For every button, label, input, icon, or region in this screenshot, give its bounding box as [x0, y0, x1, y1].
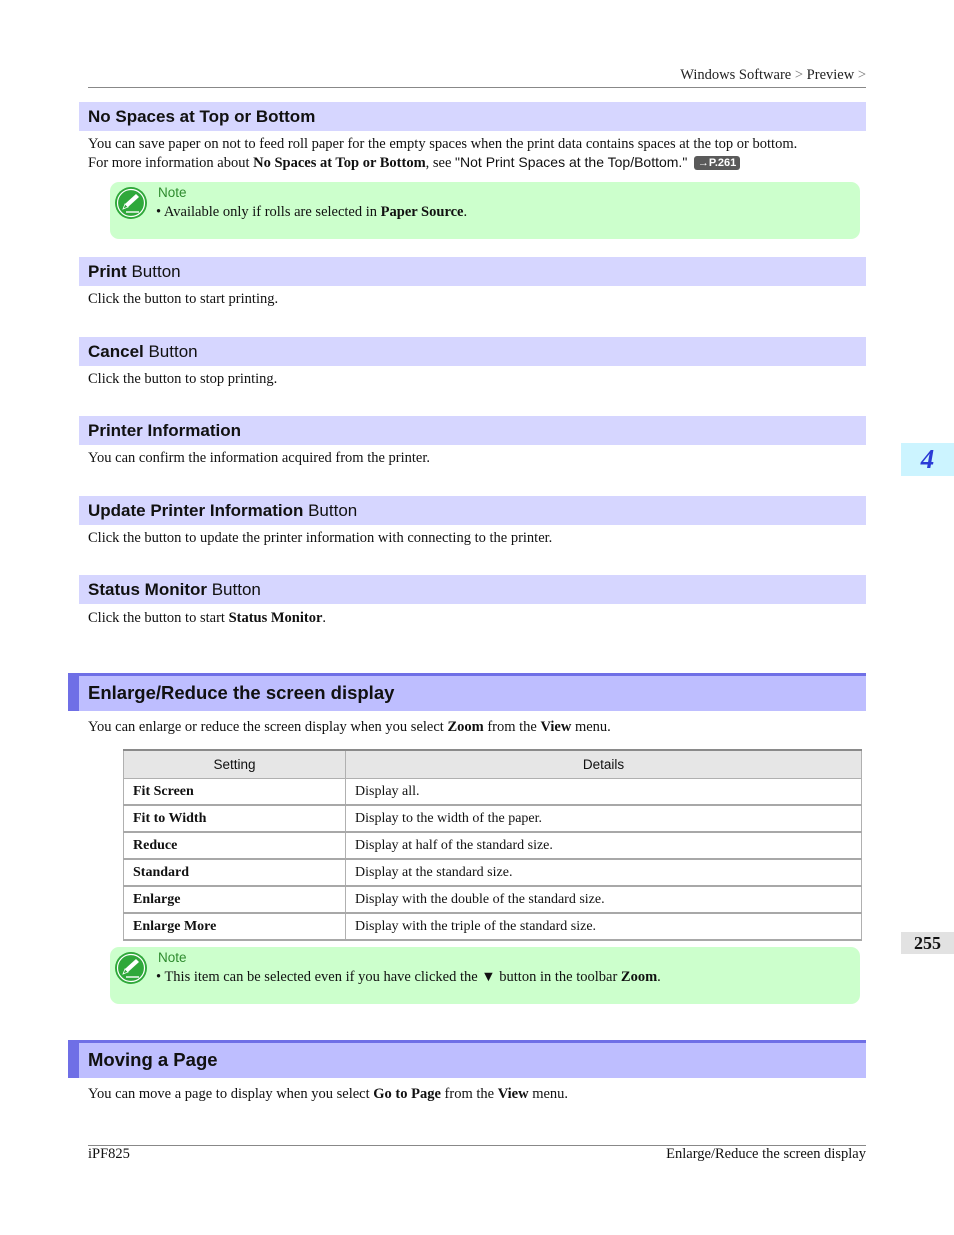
section-heading-cancel-button: Cancel Button — [79, 337, 866, 366]
section-heading-print-button: Print Button — [79, 257, 866, 286]
update-printer-information-description: Click the button to update the printer information with connecting to the printer. — [88, 530, 553, 546]
table-row — [124, 779, 862, 806]
page-number: 255 — [901, 932, 954, 954]
print-button-description: Click the button to start printing. — [88, 291, 279, 307]
chapter-heading-moving-a-page: Moving a Page — [68, 1040, 866, 1078]
note-box-no-spaces — [110, 182, 860, 239]
breadcrumb-item-preview[interactable]: Preview — [806, 67, 855, 83]
cross-reference-link[interactable]: "Not Print Spaces at the Top/Bottom." — [455, 154, 688, 170]
details-cell: Display with the double of the standard size. — [346, 886, 862, 913]
note-text: • Available only if rolls are selected in Paper Source. — [156, 204, 468, 220]
table-row — [124, 805, 862, 832]
note-box-zoom — [110, 947, 860, 1004]
setting-cell: Enlarge — [124, 886, 346, 913]
note-title: Note — [158, 185, 187, 200]
section-heading-printer-information: Printer Information — [79, 416, 866, 445]
setting-cell: Fit Screen — [124, 779, 346, 806]
setting-cell: Standard — [124, 859, 346, 886]
column-header-setting: Setting — [124, 750, 346, 779]
section-heading-update-printer-information: Update Printer Information Button — [79, 496, 866, 525]
zoom-settings-table — [123, 749, 862, 941]
note-title: Note — [158, 950, 187, 965]
setting-cell: Enlarge More — [124, 913, 346, 940]
section-heading-no-spaces: No Spaces at Top or Bottom — [79, 102, 866, 131]
printer-information-description: You can confirm the information acquired from the printer. — [88, 450, 431, 466]
setting-cell: Reduce — [124, 832, 346, 859]
details-cell: Display at the standard size. — [346, 859, 862, 886]
table-header-row — [124, 750, 862, 779]
breadcrumb-separator: > — [794, 67, 804, 83]
page-reference-badge[interactable]: →P.261 — [694, 156, 740, 170]
details-cell: Display all. — [346, 779, 862, 806]
no-spaces-line-2: For more information about No Spaces at Top or Bottom, see "Not Print Spaces at the Top/Bottom." →P.261 — [88, 153, 868, 172]
cancel-button-description: Click the button to stop printing. — [88, 371, 278, 387]
note-text: • This item can be selected even if you have clicked the ▼ button in the toolbar Zoom. — [156, 969, 661, 985]
setting-cell: Fit to Width — [124, 805, 346, 832]
enlarge-reduce-description: You can enlarge or reduce the screen display when you select Zoom from the View menu. — [88, 719, 611, 735]
no-spaces-line-1: You can save paper on not to feed roll paper for the empty spaces when the print data contains spaces at the top or bottom. — [88, 136, 798, 152]
footer-model-name: iPF825 — [88, 1146, 130, 1162]
pencil-note-icon — [114, 186, 148, 220]
chapter-tab[interactable]: 4 — [901, 443, 954, 476]
status-monitor-description: Click the button to start Status Monitor. — [88, 610, 327, 626]
no-spaces-description — [88, 135, 868, 172]
breadcrumb-separator: > — [857, 67, 866, 83]
table-row — [124, 886, 862, 913]
footer-section-title: Enlarge/Reduce the screen display — [666, 1146, 866, 1162]
column-header-details: Details — [346, 750, 862, 779]
pencil-note-icon — [114, 951, 148, 985]
breadcrumb-item-windows-software[interactable]: Windows Software — [680, 67, 792, 83]
details-cell: Display at half of the standard size. — [346, 832, 862, 859]
details-cell: Display with the triple of the standard size. — [346, 913, 862, 940]
breadcrumb — [680, 67, 866, 84]
table-row — [124, 832, 862, 859]
moving-a-page-description: You can move a page to display when you select Go to Page from the View menu. — [88, 1086, 569, 1102]
table-row — [124, 913, 862, 940]
table-row — [124, 859, 862, 886]
header-rule — [88, 87, 866, 88]
chapter-heading-enlarge-reduce: Enlarge/Reduce the screen display — [68, 673, 866, 711]
details-cell: Display to the width of the paper. — [346, 805, 862, 832]
section-heading-status-monitor: Status Monitor Button — [79, 575, 866, 604]
